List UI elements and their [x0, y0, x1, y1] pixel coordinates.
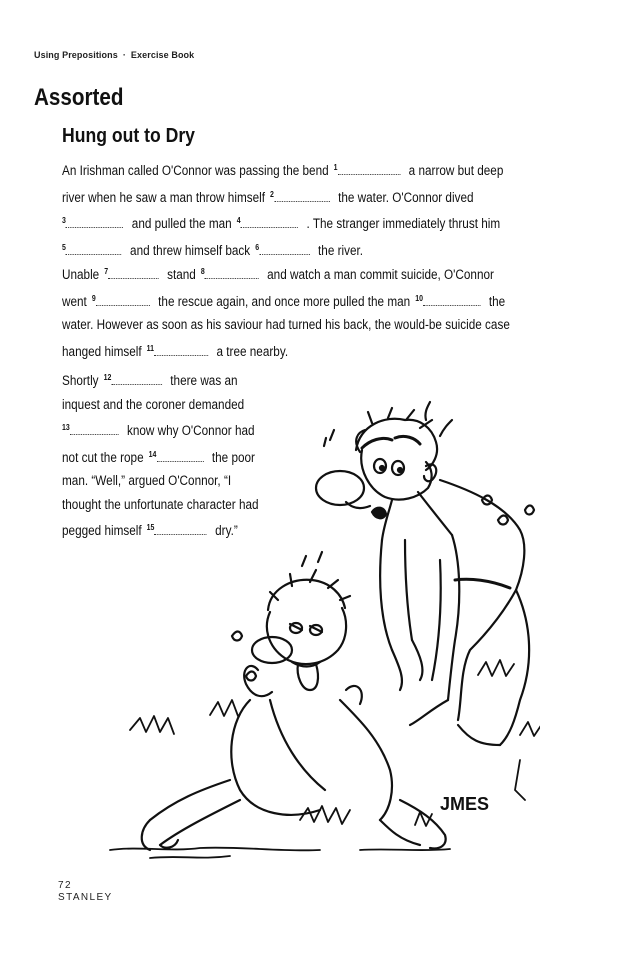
- header-separator: ·: [122, 50, 126, 60]
- fill-line: [241, 226, 298, 228]
- blank-number: 3: [62, 216, 66, 225]
- text-line: [62, 209, 562, 236]
- blank-10[interactable]: [415, 287, 480, 314]
- text-line: [62, 260, 562, 287]
- blank-8[interactable]: [201, 260, 259, 287]
- line-text: man. “Well,” argued O'Connor, “I: [62, 473, 232, 488]
- rescued-figure: [142, 552, 446, 850]
- line-text: water. However as soon as his saviour had turned his back, the would-be suicide case: [62, 317, 510, 332]
- line-text: Unable: [62, 267, 100, 282]
- blank-number: 5: [62, 242, 66, 252]
- line-text: a tree nearby.: [216, 343, 289, 359]
- line-text: the rescue again, and once more pulled the man: [158, 293, 411, 309]
- blank-number: 4: [236, 216, 241, 225]
- book-title: Using Prepositions: [34, 50, 118, 60]
- line-text: inquest and the coroner demanded: [62, 396, 245, 412]
- blank-number: 13: [62, 423, 70, 432]
- line-text: and threw himself back: [130, 242, 251, 258]
- fill-line: [423, 304, 480, 306]
- blank-4[interactable]: [237, 209, 298, 236]
- paragraph-1: [62, 156, 562, 262]
- running-header: [34, 50, 194, 60]
- text-line: [62, 287, 562, 314]
- line-text: a narrow but deep: [408, 163, 504, 178]
- grass-and-water: [110, 660, 540, 858]
- fill-line: [274, 200, 330, 202]
- line-text: pegged himself: [62, 523, 142, 538]
- blank-11[interactable]: [147, 337, 208, 364]
- blank-7[interactable]: [104, 260, 158, 287]
- text-line: [62, 183, 562, 210]
- blank-9[interactable]: [92, 287, 150, 314]
- fill-line: [338, 173, 401, 175]
- text-line: [62, 313, 562, 337]
- blank-number: 14: [148, 449, 157, 459]
- line-text: An Irishman called O'Connor was passing the bend: [62, 163, 329, 178]
- blank-number: 7: [104, 267, 109, 276]
- artist-signature: JMES: [440, 794, 490, 814]
- line-text: and watch a man commit suicide, O'Connor: [267, 267, 494, 282]
- blank-number: 1: [333, 163, 338, 172]
- blank-number: 8: [200, 267, 205, 276]
- text-line: [62, 337, 562, 364]
- blank-number: 6: [255, 242, 260, 252]
- line-text: the poor: [211, 449, 255, 465]
- line-text: thought the unfortunate character had: [62, 496, 259, 512]
- line-text: the river.: [318, 242, 364, 258]
- line-text: . The stranger immediately thrust him: [306, 216, 501, 231]
- line-text: went: [62, 293, 87, 309]
- fill-line: [108, 277, 158, 279]
- blank-1[interactable]: [334, 156, 401, 183]
- line-text: not cut the rope: [62, 449, 144, 465]
- blank-2[interactable]: [270, 183, 330, 210]
- blank-number: 9: [91, 293, 96, 303]
- publisher-name: STANLEY: [58, 892, 113, 903]
- line-text: Shortly: [62, 373, 99, 388]
- line-text: the water. O'Connor dived: [338, 189, 474, 205]
- blank-number: 12: [103, 373, 112, 382]
- text-line: [62, 156, 562, 183]
- blank-3[interactable]: [62, 209, 123, 236]
- line-text: there was an: [170, 373, 238, 388]
- cartoon-illustration: [100, 380, 540, 860]
- line-text: dry.”: [215, 523, 238, 538]
- rescuer-figure: [316, 402, 534, 745]
- blank-6[interactable]: [255, 236, 309, 263]
- line-text: stand: [167, 267, 196, 282]
- blank-number: 2: [270, 189, 274, 199]
- fill-line: [205, 277, 259, 279]
- page-footer: [58, 880, 113, 904]
- line-text: know why O'Connor had: [126, 423, 255, 438]
- page-number: 72: [58, 880, 72, 891]
- blank-number: 11: [146, 343, 155, 353]
- blank-5[interactable]: [62, 236, 122, 263]
- paragraph-2: [62, 260, 562, 363]
- story-title: Hung out to Dry: [62, 125, 195, 147]
- book-subtitle: Exercise Book: [130, 50, 195, 60]
- line-text: and pulled the man: [131, 216, 232, 231]
- line-text: hanged himself: [62, 343, 142, 359]
- fill-line: [66, 226, 123, 228]
- text-line: [62, 236, 562, 263]
- fill-line: [96, 304, 150, 306]
- blank-number: 15: [146, 523, 155, 532]
- line-text: the: [488, 293, 506, 309]
- blank-number: 10: [415, 293, 423, 303]
- section-title: Assorted: [34, 84, 124, 111]
- fill-line: [154, 354, 208, 356]
- fill-line: [259, 253, 309, 255]
- line-text: river when he saw a man throw himself: [62, 189, 266, 205]
- fill-line: [66, 253, 122, 255]
